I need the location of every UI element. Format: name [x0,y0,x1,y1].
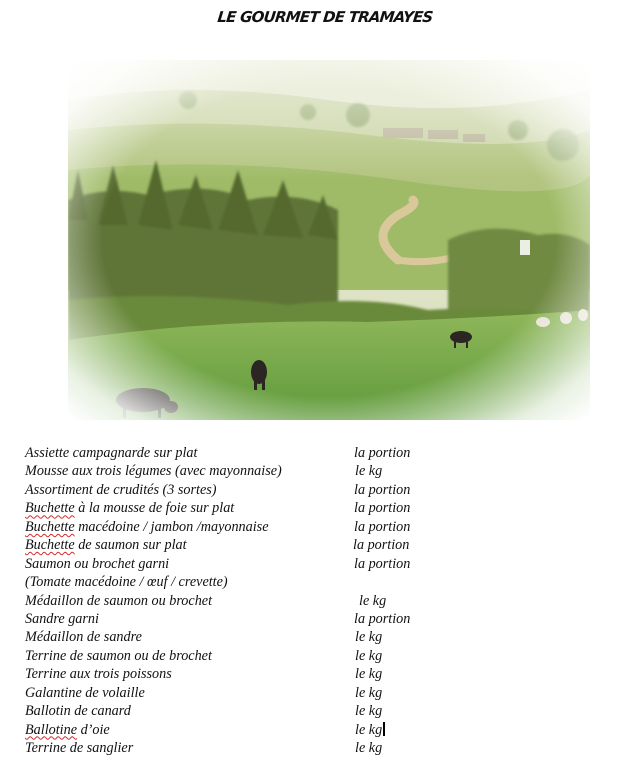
item-unit: le kg [355,629,383,646]
list-item [25,665,605,683]
countryside-photo [68,60,590,420]
item-unit: la portion [353,537,410,554]
item-unit: le kg [355,684,383,701]
item-unit: la portion [354,481,411,498]
item-name: Assiette campagnarde sur plat [25,445,198,461]
item-unit: la portion [354,518,411,535]
item-name: Mousse aux trois légumes (avec mayonnaise) [25,463,282,480]
item-unit: le kg [355,666,383,683]
list-item [25,573,605,591]
misspelled-word: Buchette [25,500,75,517]
list-item [25,518,605,536]
item-name: Terrine de sanglier [25,740,134,756]
item-name: Buchette à la mousse de foie sur plat [25,500,235,517]
item-name: Sandre garni [25,610,99,627]
item-unit: le kg [355,721,385,739]
page-title: LE GOURMET DE TRAMAYES [216,8,434,26]
item-name: Assortiment de crudités (3 sortes) [25,481,217,498]
list-item [25,647,605,665]
list-item [25,555,605,573]
item-name: Buchette macédoine / jambon /mayonnaise [25,518,269,535]
list-item [25,481,605,499]
item-name: Ballotine d’oie [25,721,110,738]
misspelled-word: Buchette [25,537,75,554]
text-cursor[interactable] [383,722,385,736]
list-item [25,739,605,757]
list-item [25,628,605,646]
misspelled-word: Ballotine [25,721,78,738]
item-unit: la portion [354,500,411,517]
list-item [25,702,605,720]
item-name: Médaillon de sandre [25,629,142,646]
list-item [25,536,605,554]
list-item [25,610,605,628]
item-unit: la portion [354,445,411,461]
item-unit: le kg [355,463,383,480]
item-note: (Tomate macédoine / œuf / crevette) [25,574,228,591]
item-unit: la portion [354,555,411,572]
item-name: Médaillon de saumon ou brochet [25,592,213,609]
item-name: Saumon ou brochet garni [25,555,170,572]
item-name: Ballotin de canard [25,703,131,720]
list-item [25,462,605,480]
list-item [25,684,605,702]
item-unit: le kg [355,647,383,664]
list-item [25,499,605,517]
list-item [25,444,605,462]
item-name: Terrine de saumon ou de brochet [25,647,212,664]
item-unit: le kg [359,592,387,609]
item-name: Buchette de saumon sur plat [25,537,187,554]
item-unit: le kg [355,703,383,720]
item-name: Terrine aux trois poissons [25,666,172,683]
item-name: Galantine de volaille [25,684,145,701]
list-item [25,721,605,739]
item-unit: la portion [354,610,411,627]
list-item [25,592,605,610]
price-list [25,444,605,757]
item-unit: le kg [355,740,383,756]
misspelled-word: Buchette [25,518,75,535]
